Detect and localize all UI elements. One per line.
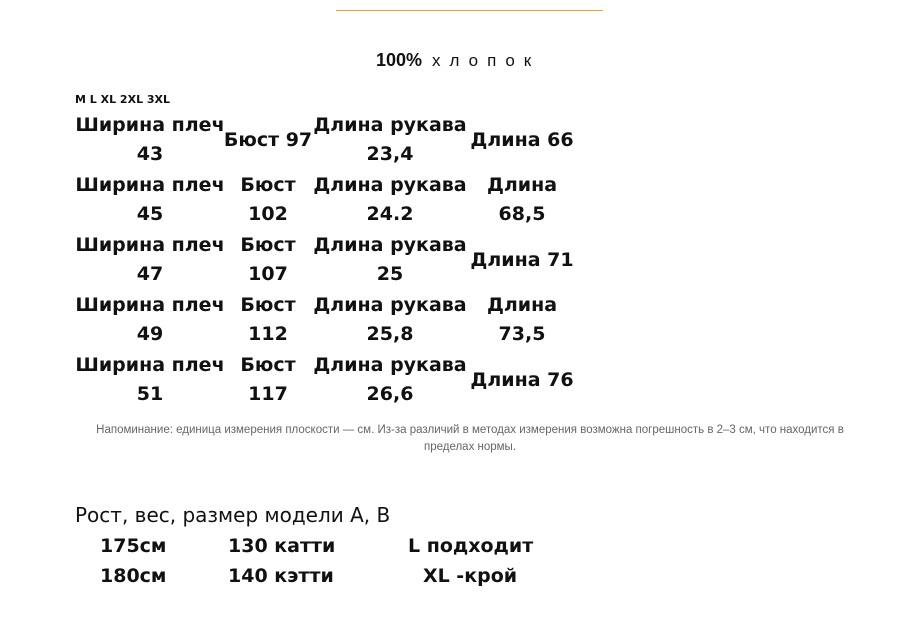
shoulder-value: 51	[136, 383, 164, 405]
sleeve-value: 25,8	[366, 323, 414, 345]
length-cell	[468, 126, 576, 155]
sleeve-cell	[312, 351, 468, 409]
bust-label: Бюст	[240, 294, 296, 316]
length-cell	[468, 366, 576, 395]
length-label: Длина	[486, 174, 558, 196]
bust-value: 102	[248, 203, 288, 225]
size-row	[76, 230, 576, 290]
model-row	[0, 531, 912, 561]
length-label: Длина	[486, 294, 558, 316]
model-row	[0, 561, 912, 591]
sleeve-cell	[312, 111, 468, 169]
shoulder-label: Ширина плеч	[75, 354, 225, 376]
shoulder-label: Ширина плеч	[75, 174, 225, 196]
shoulder-cell	[76, 351, 224, 409]
shoulder-cell	[76, 111, 224, 169]
model-weight: 140 кэтти	[228, 565, 334, 587]
shoulder-label: Ширина плеч	[75, 294, 225, 316]
size-row	[76, 350, 576, 410]
measurement-note: Напоминание: единица измерения плоскости — см. Из-за различий в методах измерения возможна погрешность в 2–3 см, что находится в пределах нормы.	[96, 424, 844, 453]
length-value: 73,5	[498, 323, 546, 345]
shoulder-cell	[76, 231, 224, 289]
shoulder-cell	[76, 291, 224, 349]
model-fit: L подходит	[408, 535, 534, 557]
bust-cell	[224, 171, 312, 229]
bust-value: 112	[248, 323, 288, 345]
bust-cell	[224, 231, 312, 289]
sleeve-label: Длина рукава	[313, 114, 467, 136]
model-title: Рост, вес, размер модели А, В	[75, 503, 391, 527]
bust-cell	[224, 351, 312, 409]
bust-label: Бюст	[240, 234, 296, 256]
sleeve-value: 23,4	[366, 143, 414, 165]
shoulder-value: 49	[136, 323, 164, 345]
material-heading	[376, 50, 540, 71]
size-row	[76, 290, 576, 350]
shoulder-value: 45	[136, 203, 164, 225]
length-label: Длина 76	[470, 368, 574, 391]
bust-cell	[224, 291, 312, 349]
length-label: Длина 71	[470, 248, 574, 271]
sizes-caption: M L XL 2XL 3XL	[75, 93, 171, 106]
bust-value: 117	[248, 383, 288, 405]
sleeve-label: Длина рукава	[313, 294, 467, 316]
model-height: 180см	[100, 565, 167, 587]
sleeve-label: Длина рукава	[313, 354, 467, 376]
sleeve-value: 26,6	[366, 383, 414, 405]
bust-value: 107	[248, 263, 288, 285]
model-fit: XL -крой	[422, 565, 518, 587]
shoulder-value: 43	[136, 143, 164, 165]
bust-label: Бюст	[240, 354, 296, 376]
material-word: хлопок	[432, 51, 541, 70]
bust-label: Бюст	[240, 174, 296, 196]
model-height: 175см	[100, 535, 167, 557]
bust-label: Бюст 97	[223, 128, 313, 151]
size-row	[76, 110, 576, 170]
length-cell	[468, 246, 576, 275]
sleeve-cell	[312, 231, 468, 289]
sleeve-cell	[312, 171, 468, 229]
shoulder-cell	[76, 171, 224, 229]
material-percent: 100%	[376, 50, 423, 70]
shoulder-label: Ширина плеч	[75, 114, 225, 136]
sleeve-value: 25	[376, 263, 404, 285]
sleeve-value: 24.2	[366, 203, 414, 225]
shoulder-value: 47	[136, 263, 164, 285]
sleeve-label: Длина рукава	[313, 234, 467, 256]
bust-cell	[224, 126, 312, 155]
size-table	[76, 110, 576, 410]
size-row	[76, 170, 576, 230]
sleeve-cell	[312, 291, 468, 349]
length-cell	[468, 171, 576, 229]
sleeve-label: Длина рукава	[313, 174, 467, 196]
length-value: 68,5	[498, 203, 546, 225]
model-weight: 130 катти	[228, 535, 336, 557]
length-cell	[468, 291, 576, 349]
length-label: Длина 66	[470, 128, 574, 151]
top-divider	[336, 10, 603, 11]
shoulder-label: Ширина плеч	[75, 234, 225, 256]
